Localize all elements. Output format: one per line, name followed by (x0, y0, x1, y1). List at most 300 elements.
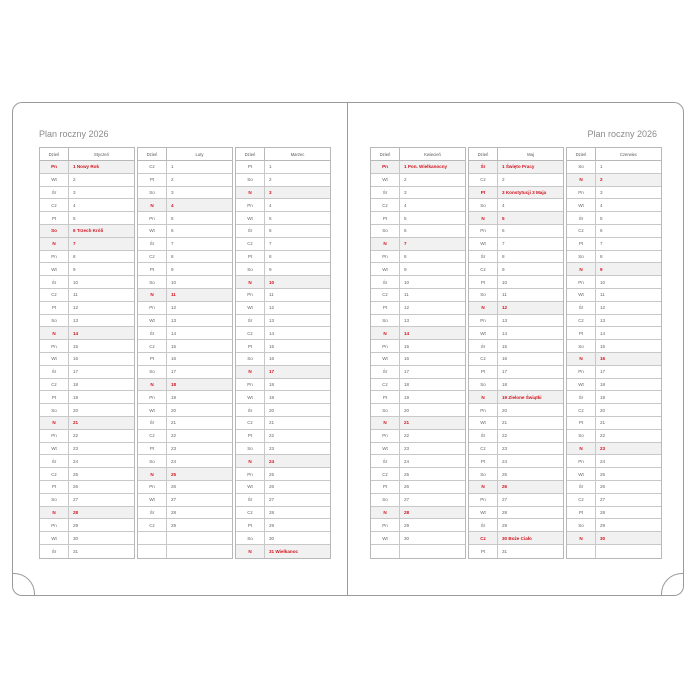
table-row (567, 366, 661, 379)
date-cell: 15 (600, 343, 606, 349)
date-cell: 7 (502, 241, 505, 247)
table-row (236, 302, 330, 315)
table-row (371, 251, 465, 264)
date-cell: 11 (269, 292, 274, 298)
weekday-cell: Cz (40, 289, 69, 301)
table-row (371, 263, 465, 276)
month-name: Kwiecień (424, 151, 441, 157)
table-row (236, 276, 330, 289)
table-row (371, 340, 465, 353)
table-row (236, 263, 330, 276)
month-header (567, 148, 661, 161)
table-row (236, 391, 330, 404)
table-row (236, 417, 330, 430)
table-row (138, 430, 232, 443)
date-cell: 6 (269, 228, 272, 234)
weekday-cell: So (138, 187, 167, 199)
weekday-cell: Śr (371, 366, 400, 378)
table-row (236, 507, 330, 520)
date-cell: 1 Pon. Wielkanocny (404, 164, 448, 170)
date-cell: 30 (73, 535, 79, 541)
date-cell: 18 (269, 381, 275, 387)
weekday-cell: N (469, 212, 498, 224)
weekday-cell: N (567, 174, 596, 186)
table-row (567, 481, 661, 494)
table-row (40, 212, 134, 225)
date-cell: 27 (600, 497, 606, 503)
weekday-cell: Pt (469, 276, 498, 288)
weekday-cell: So (371, 225, 400, 237)
weekday-cell: Pt (567, 238, 596, 250)
weekday-cell: So (469, 199, 498, 211)
date-cell: 13 (269, 317, 275, 323)
table-row (138, 494, 232, 507)
table-row (138, 289, 232, 302)
table-row (469, 545, 563, 558)
date-cell: 23 (73, 445, 79, 451)
weekday-cell (138, 532, 167, 544)
weekday-cell: Wt (138, 494, 167, 506)
day-column-header: Dzień (236, 148, 265, 160)
weekday-cell: N (371, 417, 400, 429)
table-row (40, 187, 134, 200)
date-cell: 20 (502, 407, 508, 413)
date-cell: 20 (600, 407, 606, 413)
table-row (236, 225, 330, 238)
date-cell (167, 532, 232, 544)
table-row (138, 404, 232, 417)
date-cell: 31 (73, 548, 79, 554)
table-row (567, 327, 661, 340)
table-row (567, 340, 661, 353)
date-cell: 2 (269, 177, 272, 183)
weekday-cell: So (236, 443, 265, 455)
table-row (469, 455, 563, 468)
date-cell: 22 (73, 433, 79, 439)
weekday-cell: Pn (40, 519, 69, 531)
weekday-cell: Pn (40, 340, 69, 352)
weekday-cell: Pn (138, 212, 167, 224)
table-row (371, 199, 465, 212)
date-cell: 13 (600, 317, 606, 323)
table-row (371, 391, 465, 404)
date-cell: 2 (404, 177, 407, 183)
table-row (236, 379, 330, 392)
date-cell: 2 (171, 177, 174, 183)
date-cell: 8 (404, 253, 407, 259)
date-cell: 16 (171, 356, 177, 362)
table-row (469, 238, 563, 251)
table-row (236, 187, 330, 200)
table-row (138, 545, 232, 558)
table-row (138, 417, 232, 430)
weekday-cell: Śr (371, 276, 400, 288)
date-cell: 24 (171, 458, 177, 464)
table-row (469, 302, 563, 315)
date-cell: 5 (600, 215, 603, 221)
table-row (40, 238, 134, 251)
date-cell: 8 (600, 253, 603, 259)
weekday-cell: N (138, 199, 167, 211)
date-cell: 3 (73, 189, 76, 195)
weekday-cell: Pt (371, 302, 400, 314)
weekday-cell: Śr (567, 212, 596, 224)
date-cell: 24 (600, 458, 606, 464)
date-cell: 3 (171, 189, 174, 195)
table-row (371, 327, 465, 340)
weekday-cell: So (236, 174, 265, 186)
date-cell: 21 (73, 420, 79, 426)
date-cell: 12 (269, 305, 275, 311)
date-cell: 2 (73, 177, 76, 183)
weekday-cell: Pt (138, 263, 167, 275)
date-cell: 10 (600, 279, 606, 285)
weekday-cell: Cz (138, 251, 167, 263)
weekday-cell: Śr (469, 251, 498, 263)
weekday-cell: Śr (138, 327, 167, 339)
weekday-cell: Wt (469, 327, 498, 339)
weekday-cell: N (236, 187, 265, 199)
date-cell: 4 (73, 202, 76, 208)
table-row (371, 519, 465, 532)
table-row (469, 391, 563, 404)
weekday-cell: Cz (567, 225, 596, 237)
weekday-cell: Pt (236, 340, 265, 352)
table-row (236, 404, 330, 417)
weekday-cell: Wt (236, 212, 265, 224)
date-cell: 29 (404, 522, 410, 528)
table-row (236, 161, 330, 174)
table-row (371, 302, 465, 315)
page-corner-decoration (0, 573, 35, 615)
date-cell: 12 (600, 305, 606, 311)
weekday-cell (138, 545, 167, 558)
table-row (469, 430, 563, 443)
weekday-cell: Śr (236, 494, 265, 506)
table-row (236, 199, 330, 212)
day-column-header: Dzień (469, 148, 498, 160)
table-row (138, 174, 232, 187)
table-row (40, 161, 134, 174)
weekday-cell: Śr (40, 276, 69, 288)
table-row (567, 289, 661, 302)
table-row (371, 507, 465, 520)
date-cell: 4 (171, 202, 174, 208)
table-row (567, 276, 661, 289)
month-table (566, 147, 662, 559)
weekday-cell: N (138, 468, 167, 480)
month-name: Marzec (290, 151, 305, 157)
date-cell: 9 (502, 266, 505, 272)
table-row (40, 315, 134, 328)
month-table (235, 147, 331, 559)
date-cell: 20 (269, 407, 275, 413)
date-cell: 31 Wielkanoc (269, 548, 299, 554)
weekday-cell: Cz (371, 289, 400, 301)
month-name: Czerwiec (619, 151, 638, 157)
weekday-cell: So (40, 225, 69, 237)
date-cell: 28 (404, 509, 410, 515)
table-row (567, 532, 661, 545)
weekday-cell: Śr (567, 481, 596, 493)
date-cell: 3 (269, 189, 272, 195)
date-cell: 9 (404, 266, 407, 272)
date-cell: 25 (600, 471, 606, 477)
date-cell: 7 (171, 241, 174, 247)
weekday-cell: Pn (236, 379, 265, 391)
table-row (236, 443, 330, 456)
date-cell: 22 (269, 433, 275, 439)
table-row (40, 532, 134, 545)
date-cell: 14 (502, 330, 508, 336)
table-row (138, 212, 232, 225)
table-row (40, 494, 134, 507)
table-row (469, 481, 563, 494)
date-cell: 17 (171, 369, 177, 375)
date-cell: 24 (73, 458, 79, 464)
weekday-cell: Pn (40, 430, 69, 442)
weekday-cell: Cz (567, 404, 596, 416)
date-cell: 25 (502, 471, 508, 477)
table-row (236, 315, 330, 328)
table-row (469, 327, 563, 340)
table-row (371, 289, 465, 302)
table-row (40, 481, 134, 494)
date-cell: 30 (404, 535, 410, 541)
weekday-cell: Pt (236, 519, 265, 531)
date-cell: 24 (404, 458, 410, 464)
date-cell: 30 (600, 535, 606, 541)
table-row (236, 174, 330, 187)
table-row (567, 507, 661, 520)
date-cell: 24 (502, 458, 508, 464)
table-row (567, 455, 661, 468)
date-cell: 1 Nowy Rok (73, 164, 100, 170)
table-row (469, 225, 563, 238)
date-cell: 25 (171, 471, 177, 477)
right-page-title: Plan roczny 2026 (587, 129, 657, 139)
weekday-cell: So (469, 468, 498, 480)
weekday-cell: Śr (236, 225, 265, 237)
date-cell: 23 (404, 445, 410, 451)
date-cell: 3 Konstytucji 3 Maja (502, 189, 547, 195)
table-row (40, 443, 134, 456)
table-row (469, 468, 563, 481)
weekday-cell: Wt (40, 263, 69, 275)
table-row (567, 263, 661, 276)
date-cell: 11 (600, 292, 605, 298)
date-cell: 19 (171, 394, 177, 400)
weekday-cell: N (469, 391, 498, 403)
date-cell: 13 (171, 317, 177, 323)
table-row (138, 379, 232, 392)
weekday-cell: Pn (371, 430, 400, 442)
date-cell: 26 (600, 484, 606, 490)
weekday-cell: So (567, 430, 596, 442)
weekday-cell: Śr (40, 187, 69, 199)
date-cell: 11 (73, 292, 78, 298)
weekday-cell: N (469, 302, 498, 314)
weekday-cell: Pn (236, 199, 265, 211)
weekday-cell: Pt (567, 507, 596, 519)
month-table (468, 147, 564, 559)
table-row (40, 174, 134, 187)
table-row (40, 545, 134, 558)
weekday-cell: Cz (138, 340, 167, 352)
table-row (138, 276, 232, 289)
weekday-cell: Wt (40, 353, 69, 365)
date-cell: 26 (73, 484, 79, 490)
table-row (469, 404, 563, 417)
weekday-cell: Wt (138, 225, 167, 237)
date-cell: 13 (502, 317, 508, 323)
weekday-cell: So (236, 353, 265, 365)
weekday-cell: Śr (371, 187, 400, 199)
table-row (469, 494, 563, 507)
table-row (236, 340, 330, 353)
table-row (236, 481, 330, 494)
table-row (138, 468, 232, 481)
table-row (371, 494, 465, 507)
date-cell: 11 (502, 292, 507, 298)
weekday-cell: So (371, 404, 400, 416)
table-row (371, 455, 465, 468)
date-cell: 12 (404, 305, 410, 311)
weekday-cell: So (236, 532, 265, 544)
weekday-cell (371, 545, 400, 558)
table-row (469, 340, 563, 353)
weekday-cell: Cz (371, 468, 400, 480)
table-row (236, 430, 330, 443)
table-row (371, 532, 465, 545)
table-row (138, 238, 232, 251)
table-row (236, 366, 330, 379)
weekday-cell: Pn (371, 340, 400, 352)
table-row (236, 455, 330, 468)
table-row (138, 507, 232, 520)
table-row (40, 302, 134, 315)
date-cell: 4 (404, 202, 407, 208)
table-row (469, 507, 563, 520)
weekday-cell: Wt (469, 417, 498, 429)
month-table (137, 147, 233, 559)
weekday-cell: Pn (567, 455, 596, 467)
date-cell: 5 (502, 215, 505, 221)
table-row (469, 161, 563, 174)
weekday-cell: Cz (371, 379, 400, 391)
date-cell: 10 (73, 279, 79, 285)
table-row (40, 391, 134, 404)
right-page (348, 102, 684, 596)
table-row (40, 379, 134, 392)
weekday-cell: Cz (40, 199, 69, 211)
weekday-cell: Wt (567, 468, 596, 480)
table-row (40, 289, 134, 302)
weekday-cell: Śr (236, 315, 265, 327)
month-table (39, 147, 135, 559)
date-cell: 15 (502, 343, 508, 349)
table-row (40, 340, 134, 353)
date-cell: 26 (502, 484, 508, 490)
weekday-cell: So (567, 251, 596, 263)
weekday-cell: Cz (469, 443, 498, 455)
left-page-title: Plan roczny 2026 (39, 129, 109, 139)
table-row (371, 161, 465, 174)
weekday-cell: Pn (469, 494, 498, 506)
weekday-cell: Pt (236, 161, 265, 173)
month-header (236, 148, 330, 161)
weekday-cell: Wt (567, 289, 596, 301)
table-row (371, 481, 465, 494)
table-row (371, 545, 465, 558)
table-row (40, 276, 134, 289)
weekday-cell: Pn (40, 161, 69, 173)
weekday-cell: Śr (469, 340, 498, 352)
date-cell: 19 (269, 394, 275, 400)
weekday-cell: Cz (567, 315, 596, 327)
table-row (40, 455, 134, 468)
table-row (567, 187, 661, 200)
table-row (236, 353, 330, 366)
weekday-cell: Wt (371, 263, 400, 275)
date-cell: 14 (600, 330, 606, 336)
date-cell: 26 (269, 484, 275, 490)
weekday-cell: Cz (469, 353, 498, 365)
weekday-cell: Cz (40, 468, 69, 480)
weekday-cell: Śr (138, 507, 167, 519)
day-column-header: Dzień (371, 148, 400, 160)
month-name: Styczeń (94, 151, 109, 157)
weekday-cell: Wt (40, 174, 69, 186)
date-cell: 26 (404, 484, 410, 490)
weekday-cell: So (138, 455, 167, 467)
weekday-cell: Śr (567, 302, 596, 314)
table-row (371, 225, 465, 238)
date-cell: 16 (600, 356, 606, 362)
weekday-cell: So (138, 366, 167, 378)
date-cell: 22 (404, 433, 410, 439)
date-cell: 14 (171, 330, 177, 336)
table-row (138, 443, 232, 456)
date-cell: 25 (269, 471, 275, 477)
weekday-cell: So (138, 276, 167, 288)
date-cell (400, 545, 465, 558)
weekday-cell: Pn (138, 391, 167, 403)
date-cell: 17 (73, 369, 79, 375)
weekday-cell: Pt (469, 366, 498, 378)
weekday-cell: N (40, 327, 69, 339)
table-row (567, 391, 661, 404)
weekday-cell: Pt (371, 481, 400, 493)
date-cell: 28 (73, 509, 79, 515)
table-row (138, 532, 232, 545)
weekday-cell: N (469, 481, 498, 493)
table-row (236, 251, 330, 264)
date-cell: 6 Trzech Króli (73, 228, 104, 234)
table-row (469, 315, 563, 328)
weekday-cell: N (40, 238, 69, 250)
date-cell: 16 (404, 356, 410, 362)
table-row (236, 327, 330, 340)
weekday-cell: N (40, 417, 69, 429)
table-row (567, 251, 661, 264)
weekday-cell: So (469, 379, 498, 391)
date-cell: 28 (502, 509, 508, 515)
weekday-cell: So (40, 404, 69, 416)
date-cell: 21 (404, 420, 410, 426)
table-row (371, 353, 465, 366)
table-row (371, 187, 465, 200)
